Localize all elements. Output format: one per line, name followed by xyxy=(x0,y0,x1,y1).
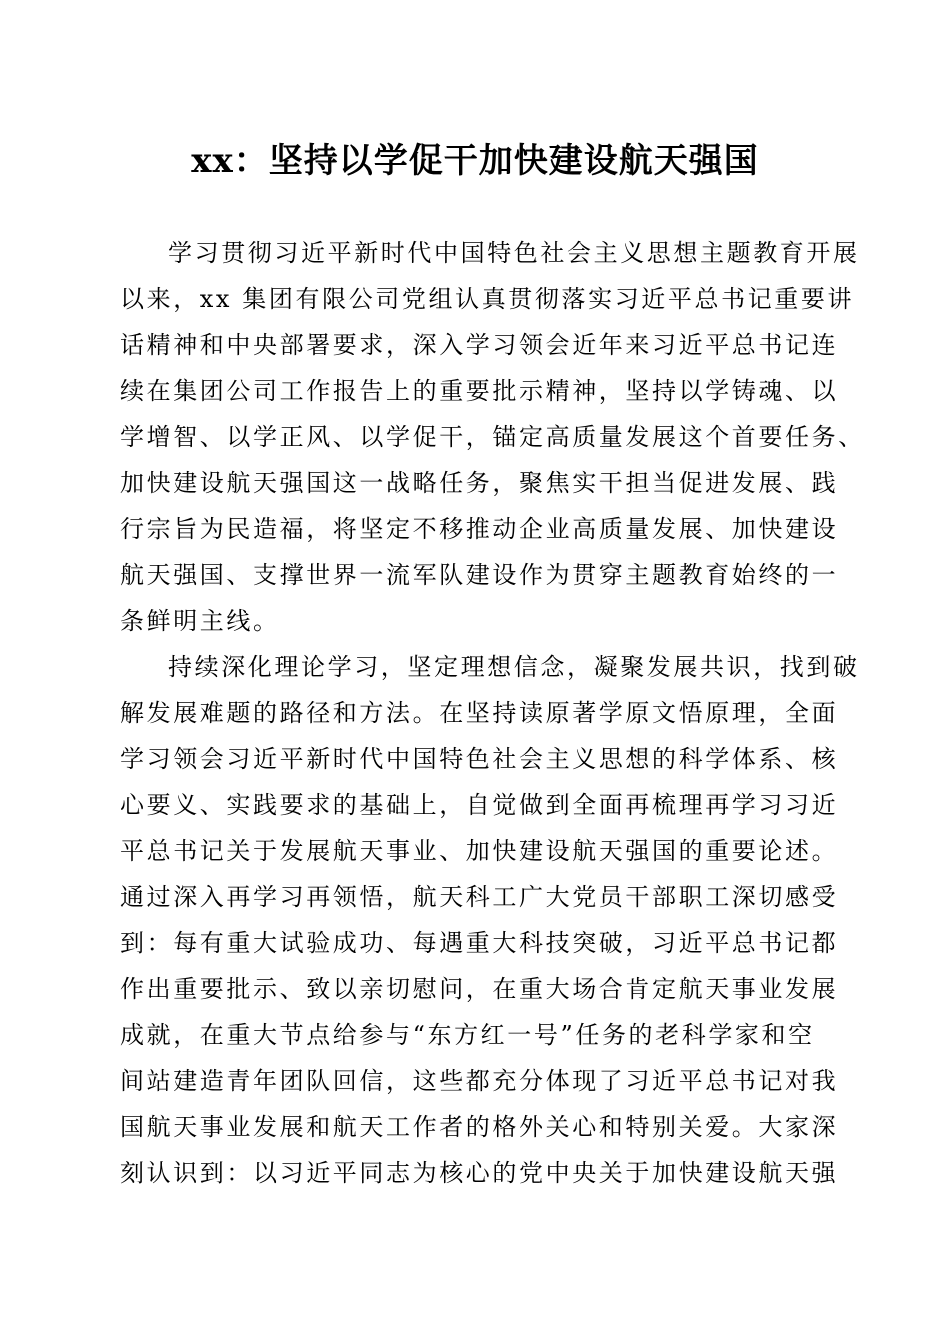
text-line: 学增智、以学正风、以学促干，锚定高质量发展这个首要任务、 xyxy=(120,423,865,451)
text-line: 间站建造青年团队回信，这些都充分体现了习近平总书记对我 xyxy=(120,1067,839,1095)
paragraph-2 xyxy=(120,644,860,1196)
document-body xyxy=(120,230,865,1196)
text-line: 学习领会习近平新时代中国特色社会主义思想的科学体系、核 xyxy=(120,745,839,773)
text-line: 话精神和中央部署要求，深入学习领会近年来习近平总书记连 xyxy=(120,331,839,359)
text-line: 通过深入再学习再领悟，航天科工广大党员干部职工深切感受 xyxy=(120,883,839,911)
text-line: 航天强国、支撑世界一流军队建设作为贯穿主题教育始终的一 xyxy=(120,561,839,589)
text-line: 行宗旨为民造福，将坚定不移推动企业高质量发展、加快建设 xyxy=(120,515,839,543)
text-line: 加快建设航天强国这一战略任务，聚焦实干担当促进发展、践 xyxy=(120,469,839,497)
text-line: 持续深化理论学习，坚定理想信念，凝聚发展共识，找到破 xyxy=(168,653,860,681)
paragraph-1 xyxy=(120,230,865,644)
text-line: 条鲜明主线。 xyxy=(120,607,280,635)
text-line: 以来，xx 集团有限公司党组认真贯彻落实习近平总书记重要讲 xyxy=(120,285,855,313)
text-line: 成就，在重大节点给参与“东方红一号”任务的老科学家和空 xyxy=(120,1021,815,1049)
text-line: 刻认识到：以习近平同志为核心的党中央关于加快建设航天强 xyxy=(120,1159,839,1187)
text-line: 平总书记关于发展航天事业、加快建设航天强国的重要论述。 xyxy=(120,837,839,865)
text-line: 解发展难题的路径和方法。在坚持读原著学原文悟原理，全面 xyxy=(120,699,839,727)
text-line: 心要义、实践要求的基础上，自觉做到全面再梳理再学习习近 xyxy=(120,791,839,819)
text-line: 作出重要批示、致以亲切慰问，在重大场合肯定航天事业发展 xyxy=(120,975,839,1003)
text-line: 学习贯彻习近平新时代中国特色社会主义思想主题教育开展 xyxy=(168,239,860,267)
text-line: 到：每有重大试验成功、每遇重大科技突破，习近平总书记都 xyxy=(120,929,839,957)
document-title: xx：坚持以学促干加快建设航天强国 xyxy=(191,141,759,181)
text-line: 续在集团公司工作报告上的重要批示精神，坚持以学铸魂、以 xyxy=(120,377,839,405)
text-line: 国航天事业发展和航天工作者的格外关心和特别关爱。大家深 xyxy=(120,1113,839,1141)
